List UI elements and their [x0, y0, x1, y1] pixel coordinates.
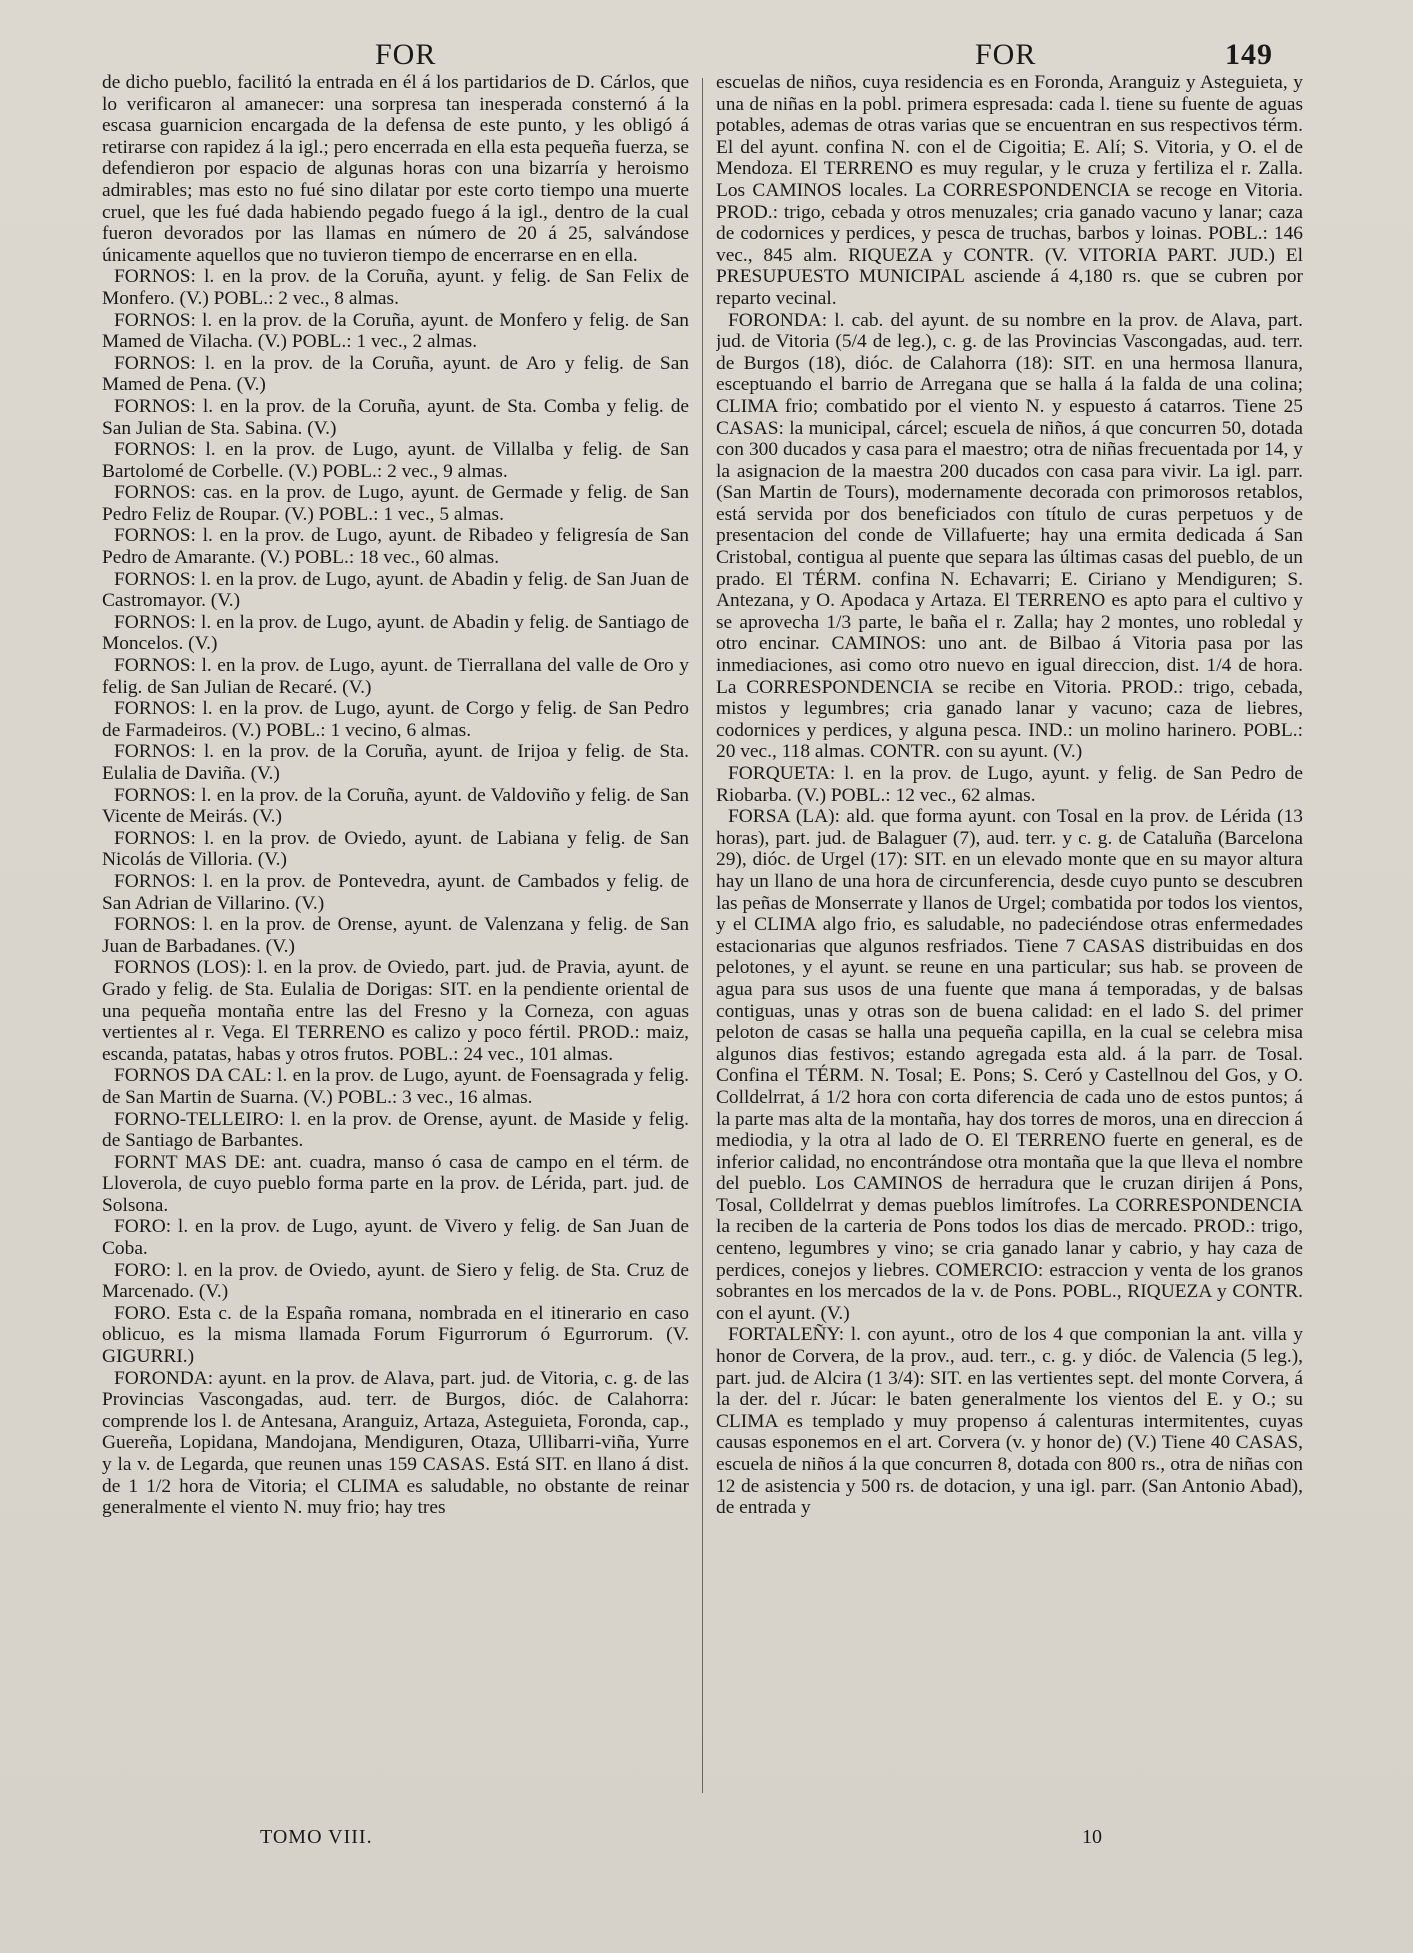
page-number: 149	[1225, 38, 1273, 71]
header-right-keyword: FOR	[975, 38, 1037, 71]
entry: FORNOS (LOS): l. en la prov. de Oviedo, part. jud. de Pravia, ayunt. de Grado y felig. de Sta. Eulalia de Dorigas: SIT. en la pendiente oriental de una pequeña montaña entre las del Fresno y la Corneza, con aguas vertientes al r. Vega. El TERRENO es calizo y poco fértil. PROD.: maiz, escanda, patatas, habas y otros frutos. POBL.: 24 vec., 101 almas.	[102, 957, 689, 1065]
column-divider	[702, 78, 703, 1793]
entry: FORNOS: cas. en la prov. de Lugo, ayunt. de Germade y felig. de San Pedro Feliz de Roupar. (V.) POBL.: 1 vec., 5 almas.	[102, 482, 689, 525]
page-header	[95, 28, 1295, 78]
entry: FORNOS: l. en la prov. de Orense, ayunt. de Valenzana y felig. de San Juan de Barbadanes. (V.)	[102, 914, 689, 957]
entry: FORNOS: l. en la prov. de Lugo, ayunt. de Corgo y felig. de San Pedro de Farmadeiros. (V.) POBL.: 1 vecino, 6 almas.	[102, 698, 689, 741]
entry: FORO. Esta c. de la España romana, nombrada en el itinerario en caso oblicuo, es la misma llamada Forum Figurrorum ó Egurrorum. (V. GIGURRI.)	[102, 1302, 689, 1368]
entry: FORSA (LA): ald. que forma ayunt. con Tosal en la prov. de Lérida (13 horas), part. jud. de Balaguer (7), aud. terr. y c. g. de Cataluña (Barcelona 29), dióc. de Urgel (17): SIT. en un elevado monte que en su mayor altura hay un llano de una hora de circunferencia, desde cuyo punto se descubren las peñas de Monserrate y llanos de Urgel; combatida por todos los vientos, y el CLIMA algo frio, es saludable, no padeciéndose otras enfermedades estacionarias que algunos resfriados. Tiene 7 CASAS distribuidas en dos pelotones, y el ayunt. se reune en una particular; sus hab. se proveen de agua para sus usos de una fuente que mana á temporadas, y de balsas contiguas, unas y otras son de buena calidad: en el lado S. del primer peloton de casas se halla una pequeña capilla, en la cual se celebra misa algunos dias festivos; estando agregada esta ald. á la parr. de Tosal. Confina el TÉRM. N. Tosal; E. Pons; S. Ceró y Castellnou del Gos, y O. Colldelrrat, á 1/2 hora con corta diferencia de cada uno de estos puntos; á la parte mas alta de la montaña, hay dos torres de moros, una en direccion á mediodia, y la otra al lado de O. El TERRENO fuerte en general, es de inferior calidad, no encontrándose otra montaña que la que lleva el nombre del pueblo. Los CAMINOS de herradura que le cruzan dirijen á Pons, Tosal, Colldelrrat y demas pueblos limítrofes. La CORRESPONDENCIA la reciben de la carteria de Pons todos los dias de mercado. PROD.: trigo, centeno, legumbres y vino; se cria ganado lanar y cabrio, y hay caza de perdices, conejos y liebres. COMERCIO: estraccion y venta de los granos sobrantes en los mercados de la v. de Pons. POBL., RIQUEZA y CONTR. con el ayunt. (V.)	[716, 806, 1303, 1324]
entry: FORNOS: l. en la prov. de Lugo, ayunt. de Abadin y felig. de Santiago de Moncelos. (V.)	[102, 611, 689, 655]
entry: FORNOS: l. en la prov. de la Coruña, ayunt. de Sta. Comba y felig. de San Julian de Sta. Sabina. (V.)	[102, 395, 689, 439]
entry: FORNOS: l. en la prov. de Lugo, ayunt. de Abadin y felig. de San Juan de Castromayor. (V.)	[102, 568, 689, 612]
entry-continuation: de dicho pueblo, facilitó la entrada en él á los partidarios de D. Cárlos, que lo verificaron al amanecer: una sorpresa tan inesperada consternó á la escasa guarnicion encargada de la defensa de este punto, y les obligó á retirarse con rapidez á la igl.; pero encerrada en ella esta pequeña fuerza, se defendieron por espacio de algunas horas con una bizarría y heroismo admirables; mas esto no fué sino dilatar por este corto tiempo una muerte cruel, que les fué dada habiendo pegado fuego á la igl., dentro de la cual fueron devorados por las llamas en número de 20 á 25, salvándose únicamente aquellos que no tuvieron tiempo de encerrarse en en ella.	[102, 72, 689, 266]
entry: FORQUETA: l. en la prov. de Lugo, ayunt. y felig. de San Pedro de Riobarba. (V.) POBL.: 12 vec., 62 almas.	[716, 763, 1303, 806]
entry: FORNOS: l. en la prov. de Lugo, ayunt. de Villalba y felig. de San Bartolomé de Corbelle. (V.) POBL.: 2 vec., 9 almas.	[102, 439, 689, 482]
entry: FORO: l. en la prov. de Lugo, ayunt. de Vivero y felig. de San Juan de Coba.	[102, 1216, 689, 1260]
entry: FORNOS: l. en la prov. de la Coruña, ayunt. de Irijoa y felig. de Sta. Eulalia de Daviña. (V.)	[102, 741, 689, 784]
entry: FORNOS: l. en la prov. de la Coruña, ayunt. de Aro y felig. de San Mamed de Pena. (V.)	[102, 352, 689, 396]
entry-continuation: escuelas de niños, cuya residencia es en Foronda, Aranguiz y Asteguieta, y una de niñas en la pobl. primera espresada: cada l. tiene su fuente de aguas potables, ademas de otras varias que se encuentran en sus respectivos térm. El del ayunt. confina N. con el de Cigoitia; E. Alí; S. Vitoria, y O. el de Mendoza. El TERRENO es muy regular, y le cruza y fertiliza el r. Zalla. Los CAMINOS locales. La CORRESPONDENCIA se recoge en Vitoria. PROD.: trigo, cebada y otros menuzales; cria ganado vacuno y lanar; caza de codornices y perdices, y pesca de truchas, barbos y loinas. POBL.: 146 vec., 845 alm. RIQUEZA y CONTR. (V. VITORIA PART. JUD.) El PRESUPUESTO MUNICIPAL asciende á 4,180 rs. que se cubren por reparto vecinal.	[716, 72, 1303, 309]
right-column	[716, 72, 1303, 1797]
left-column	[102, 72, 689, 1797]
entry: FORNO-TELLEIRO: l. en la prov. de Orense, ayunt. de Maside y felig. de Santiago de Barbantes.	[102, 1108, 689, 1152]
entry: FORNOS: l. en la prov. de Lugo, ayunt. de Tierrallana del valle de Oro y felig. de San Julian de Recaré. (V.)	[102, 655, 689, 698]
entry: FORONDA: l. cab. del ayunt. de su nombre en la prov. de Alava, part. jud. de Vitoria (5/4 de leg.), c. g. de las Provincias Vascongadas, aud. terr. de Burgos (18), dióc. de Calahorra (18): SIT. en una hermosa llanura, esceptuando el barrio de Arregana que se halla á la falda de una colina; CLIMA frio; combatido por el viento N. y espuesto á catarros. Tiene 25 CASAS: la municipal, cárcel; escuela de niños, á que concurren 50, dotada con 300 ducados y casa para el maestro; otra de niñas frecuentada por 14, y la asignacion de la maestra 200 ducados con casa para vivir. La igl. parr. (San Martin de Tours), modernamente decorada con primorosos retablos, está servida por dos beneficiados con título de curas perpetuos y de presentacion del conde de Villafuerte; hay una ermita dedicada á San Cristobal, contigua al puente que separa las últimas casas del pueblo, de un prado. El TÉRM. confina N. Echavarri; E. Ciriano y Mendiguren; S. Antezana, y O. Apodaca y Artaza. El TERRENO es apto para el cultivo y se aprovecha 1/3 parte, le baña el r. Zalla; hay 2 montes, uno robledal y otro encinar. CAMINOS: uno ant. de Bilbao á Vitoria pasa por las inmediaciones, asi como otro nuevo en igual direccion, dist. 1/4 de hora. La CORRESPONDENCIA se recibe en Vitoria. PROD.: trigo, cebada, mistos y legumbres; cria ganado lanar y vacuno; caza de liebres, codornices y perdices, y alguna pesca. IND.: un molino harinero. POBL.: 20 vec., 118 almas. CONTR. con su ayunt. (V.)	[716, 309, 1303, 763]
entry: FORNOS: l. en la prov. de la Coruña, ayunt. de Valdoviño y felig. de San Vicente de Meirás. (V.)	[102, 784, 689, 828]
entry: FORNOS: l. en la prov. de la Coruña, ayunt. de Monfero y felig. de San Mamed de Vilacha. (V.) POBL.: 1 vec., 2 almas.	[102, 309, 689, 353]
entry: FORO: l. en la prov. de Oviedo, ayunt. de Siero y felig. de Sta. Cruz de Marcenado. (V.)	[102, 1259, 689, 1303]
signature-mark: 10	[1082, 1826, 1102, 1848]
entry: FORNOS DA CAL: l. en la prov. de Lugo, ayunt. de Foensagrada y felig. de San Martin de Suarna. (V.) POBL.: 3 vec., 16 almas.	[102, 1065, 689, 1108]
entry: FORNOS: l. en la prov. de Pontevedra, ayunt. de Cambados y felig. de San Adrian de Villarino. (V.)	[102, 870, 689, 914]
entry: FORNT MAS DE: ant. cuadra, manso ó casa de campo en el térm. de Lloverola, de cuyo pueblo forma parte en la prov. de Lérida, part. jud. de Solsona.	[102, 1151, 689, 1216]
entry: FORNOS: l. en la prov. de Oviedo, ayunt. de Labiana y felig. de San Nicolás de Villoria. (V.)	[102, 827, 689, 871]
entry: FORONDA: ayunt. en la prov. de Alava, part. jud. de Vitoria, c. g. de las Provincias Vascongadas, aud. terr. de Burgos, dióc. de Calahorra: comprende los l. de Antesana, Aranguiz, Artaza, Asteguieta, Foronda, cap., Guereña, Lopidana, Mandojana, Mendiguren, Otaza, Ullibarri-viña, Yurre y la v. de Legarda, que reunen unas 159 CASAS. Está SIT. en llano á dist. de 1 1/2 hora de Vitoria; el CLIMA es saludable, no obstante de reinar generalmente el viento N. muy frio; hay tres	[102, 1367, 689, 1519]
entry: FORTALEÑY: l. con ayunt., otro de los 4 que componian la ant. villa y honor de Corvera, de la prov., aud. terr., c. g. y dióc. de Valencia (5 leg.), part. jud. de Alcira (1 3/4): SIT. en las vertientes sept. del monte Corvera, á la der. del r. Júcar: le baten generalmente los vientos del E. y O.; su CLIMA es templado y muy propenso á calenturas intermitentes, cuyas causas esponemos en el art. Corvera (v. y honor de) (V.) Tiene 40 CASAS, escuela de niños á la que concurren 8, dotada con 800 rs., otra de niñas con 12 de asistencia y 500 rs. de dotacion, y una igl. parr. (San Antonio Abad), de entrada y	[716, 1324, 1303, 1519]
entry: FORNOS: l. en la prov. de la Coruña, ayunt. y felig. de San Felix de Monfero. (V.) POBL.: 2 vec., 8 almas.	[102, 266, 689, 309]
entry: FORNOS: l. en la prov. de Lugo, ayunt. de Ribadeo y feligresía de San Pedro de Amarante. (V.) POBL.: 18 vec., 60 almas.	[102, 525, 689, 569]
header-left-keyword: FOR	[375, 38, 437, 71]
volume-label: TOMO VIII.	[260, 1826, 373, 1848]
